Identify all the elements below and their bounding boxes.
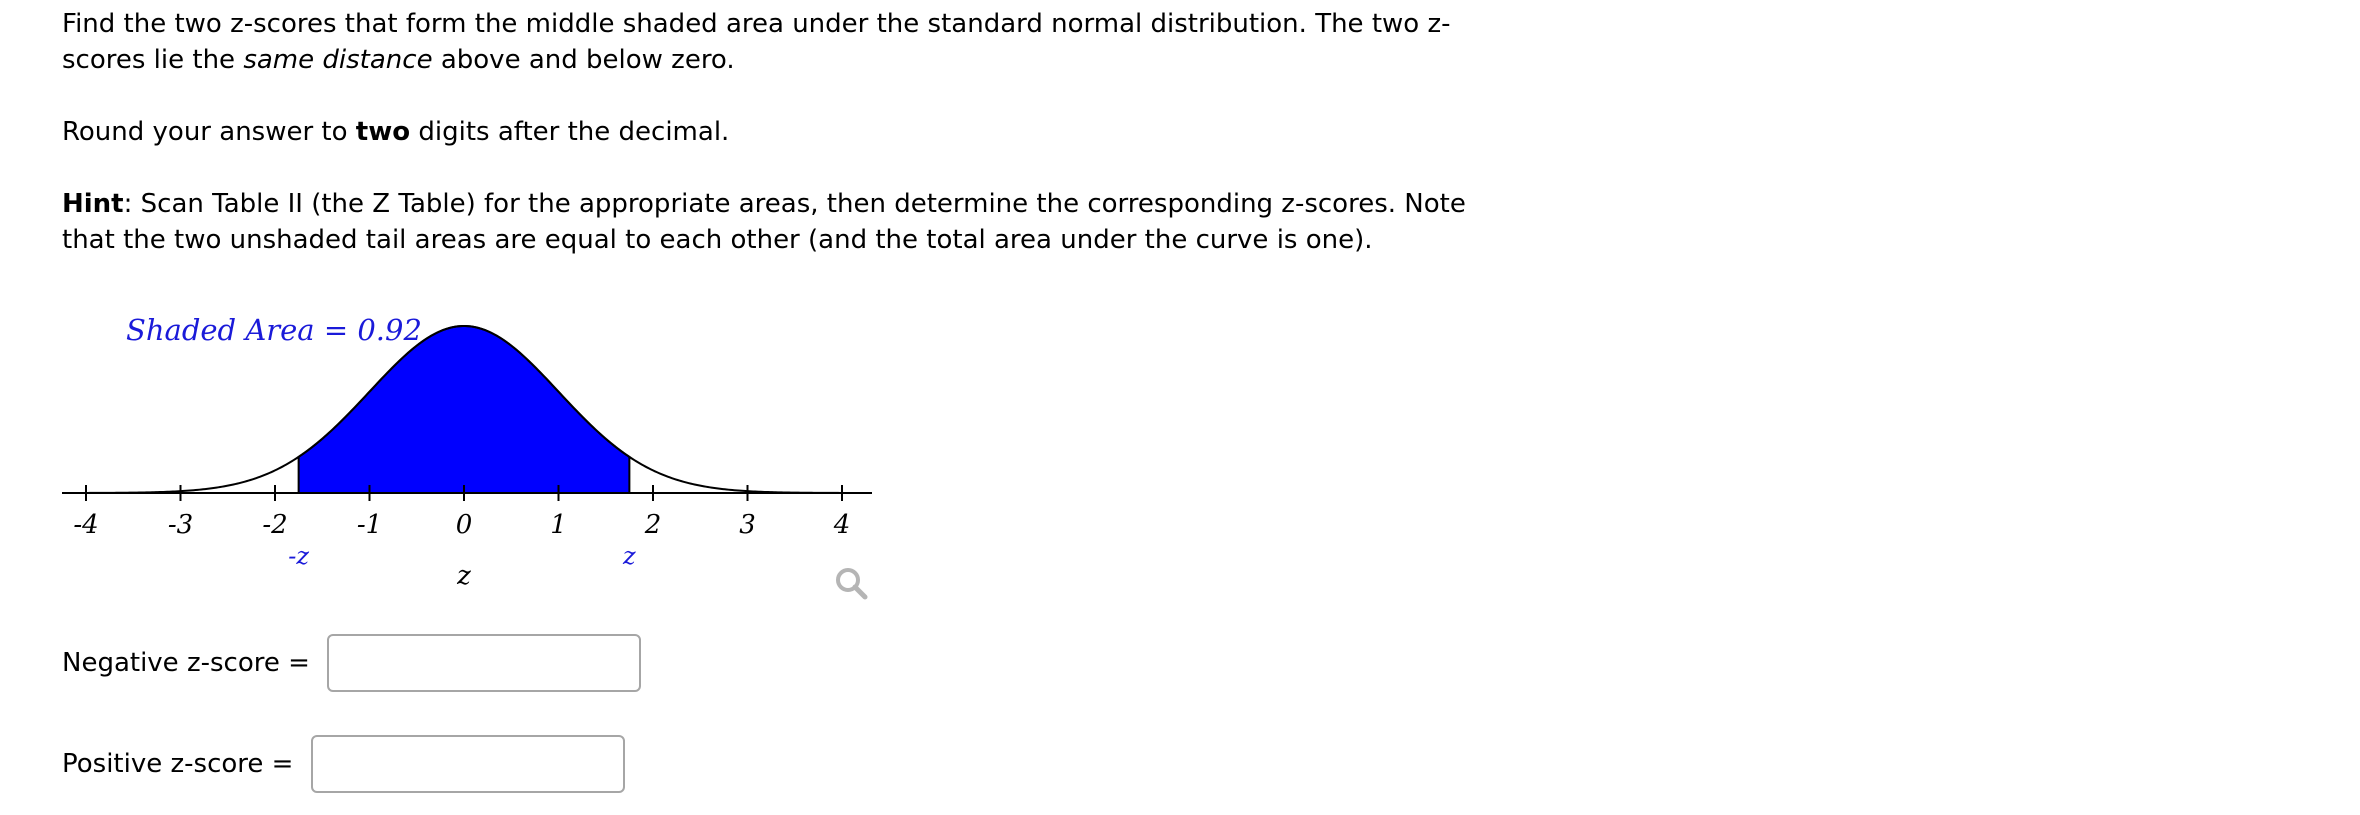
rounding-text-b: digits after the decimal.	[410, 117, 730, 147]
tick-label: -4	[73, 510, 99, 540]
rounding-text-a: Round your answer to	[62, 117, 356, 147]
negative-zscore-label: Negative z-score =	[62, 648, 319, 678]
question-text-emphasis: same distance	[243, 45, 433, 75]
tick-label: -1	[356, 510, 383, 540]
tick-label: -3	[167, 510, 194, 540]
positive-zscore-row	[62, 735, 625, 793]
negative-zscore-row	[62, 634, 641, 692]
tick-label: 1	[550, 510, 567, 540]
tick-label: 4	[833, 510, 851, 540]
rounding-instruction	[62, 114, 1482, 150]
tick-label: -2	[262, 510, 288, 540]
hint-paragraph	[62, 186, 1482, 258]
question-text-1a: Find the two z-scores that form the middle shaded area under the standard normal distribution. The two z-scores lie the	[62, 9, 1451, 75]
tick-label: 2	[644, 510, 662, 540]
tick-label: 3	[739, 510, 756, 540]
shaded-area-label: Shaded Area = 0.92	[126, 313, 422, 347]
neg-z-marker-label: -z	[288, 542, 310, 570]
positive-zscore-label: Positive z-score =	[62, 749, 302, 779]
normal-distribution-graph	[0, 300, 900, 610]
question-text-1b: above and below zero.	[432, 45, 735, 75]
rounding-text-strong: two	[355, 117, 411, 147]
positive-zscore-input[interactable]	[311, 735, 625, 793]
magnifier-icon[interactable]	[838, 570, 865, 597]
tick-label: 0	[455, 510, 473, 540]
hint-label: Hint	[62, 189, 124, 219]
negative-zscore-input[interactable]	[327, 634, 641, 692]
z-axis-label: z	[457, 561, 471, 591]
hint-text: : Scan Table II (the Z Table) for the appropriate areas, then determine the corresponding z-scores. Note that the two unshaded tail areas are equal to each other (and the total area under the curve is one).	[62, 189, 1466, 255]
question-instructions	[62, 6, 1482, 78]
shaded-area	[299, 326, 630, 493]
pos-z-marker-label: z	[623, 542, 636, 570]
